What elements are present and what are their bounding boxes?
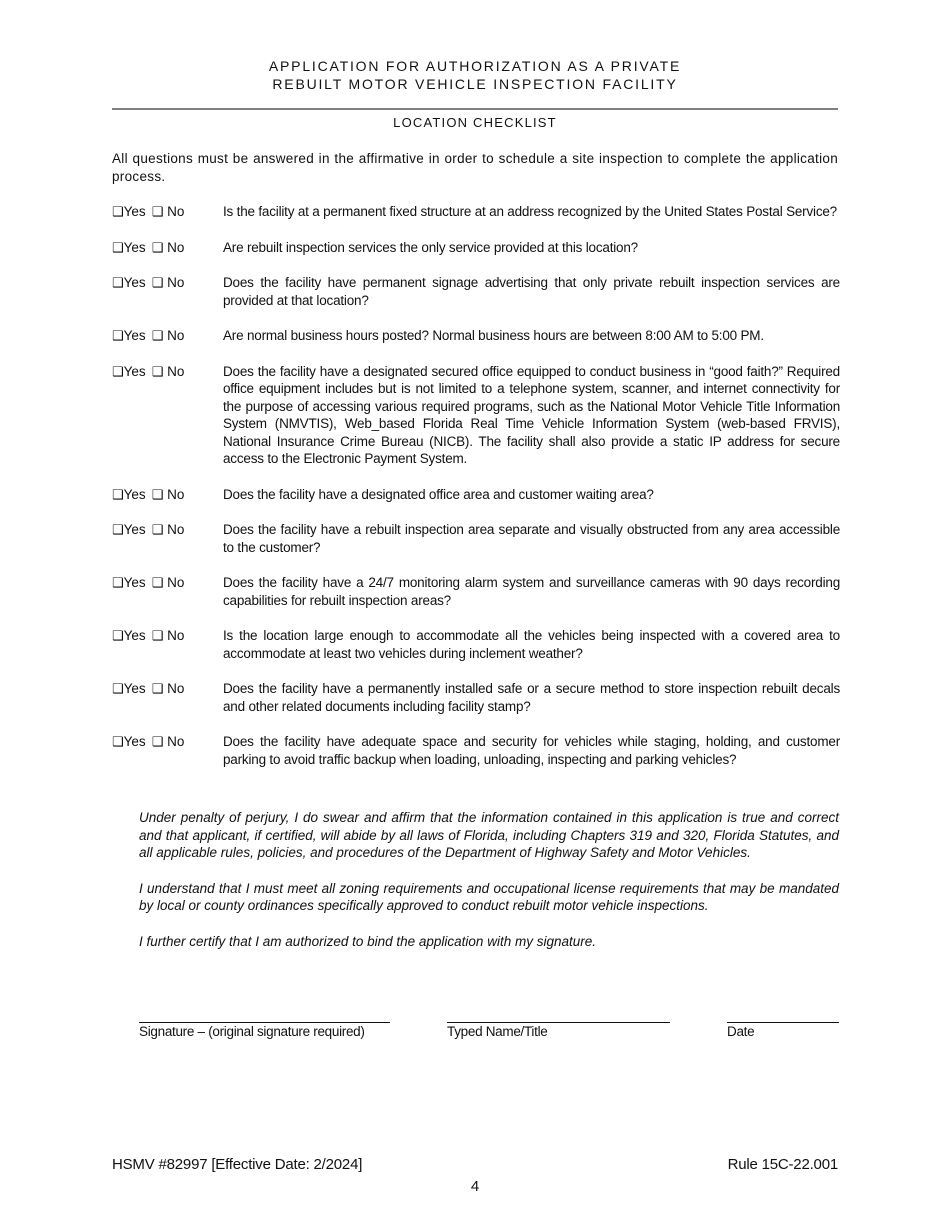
signature-label: Signature – (original signature required) <box>139 1024 365 1039</box>
declaration-authority: I further certify that I am authorized to bind the application with my signature. <box>139 933 596 949</box>
typed-name-line[interactable] <box>447 1022 670 1023</box>
section-title: LOCATION CHECKLIST <box>393 115 557 130</box>
declaration-zoning: I understand that I must meet all zoning requirements and occupational license requirements that may be mandated by local or county ordinances specifically approved to conduct rebuilt motor vehicle inspections. <box>139 880 839 913</box>
checkbox-icon[interactable]: ❑ <box>151 681 164 696</box>
question-row <box>112 486 840 504</box>
yes-label: Yes <box>123 522 146 537</box>
question-row <box>112 239 840 257</box>
no-label: No <box>167 275 185 290</box>
title-line-2: REBUILT MOTOR VEHICLE INSPECTION FACILITY <box>272 76 678 92</box>
yes-option[interactable] <box>112 240 146 255</box>
no-label: No <box>167 681 185 696</box>
checkbox-icon[interactable]: ❑ <box>112 734 124 749</box>
no-option[interactable] <box>152 628 185 643</box>
question-text: Does the facility have a permanently installed safe or a secure method to store inspection rebuilt decals and other related documents including facility stamp? <box>223 681 840 714</box>
answer-options <box>112 274 223 309</box>
document-title <box>112 57 838 93</box>
answer-options <box>112 327 223 345</box>
yes-option[interactable] <box>112 487 146 502</box>
answer-options <box>112 486 223 504</box>
yes-label: Yes <box>123 734 146 749</box>
yes-label: Yes <box>123 486 146 502</box>
no-label: No <box>167 363 185 379</box>
no-label: No <box>167 239 185 255</box>
question-text: Does the facility have a rebuilt inspection area separate and visually obstructed from any area accessible to the customer? <box>223 522 840 555</box>
no-option[interactable] <box>152 364 185 379</box>
checkbox-icon[interactable]: ❑ <box>151 275 164 290</box>
checkbox-icon[interactable]: ❑ <box>112 628 124 643</box>
question-text: Does the facility have adequate space and security for vehicles while staging, holding, and customer parking to avoid traffic backup when loading, unloading, inspecting and parking vehicles? <box>223 734 840 767</box>
no-option[interactable] <box>152 204 185 219</box>
question-text: Are normal business hours posted? Normal business hours are between 8:00 AM to 5:00 PM. <box>223 328 764 343</box>
question-list <box>112 203 840 786</box>
yes-option[interactable] <box>112 364 146 379</box>
question-row <box>112 733 840 768</box>
checkbox-icon[interactable]: ❑ <box>151 575 164 590</box>
header-divider <box>112 108 838 110</box>
checkbox-icon[interactable]: ❑ <box>112 204 124 219</box>
no-label: No <box>167 734 185 749</box>
yes-option[interactable] <box>112 681 146 696</box>
no-option[interactable] <box>152 487 185 502</box>
no-option[interactable] <box>152 328 185 343</box>
question-row <box>112 203 840 221</box>
yes-label: Yes <box>123 204 146 219</box>
intro-text: All questions must be answered in the affirmative in order to schedule a site inspection to complete the application process. <box>112 151 838 184</box>
title-line-1: APPLICATION FOR AUTHORIZATION AS A PRIVATE <box>268 58 682 74</box>
date-label: Date <box>727 1024 755 1039</box>
question-text: Does the facility have a designated secured office equipped to conduct business in “good faith?” Required office equipment includes but is not limited to a telephone system, scanner, and internet connectivity for the purpose of accessing various required programs, such as the National Motor Vehicle Title Information System (NMVTIS), Web_based Florida Real Time Vehicle Information System (web-based FRVIS), National Insurance Crime Bureau (NICB). The facility shall also provide a static IP address for secure access to the Electronic Payment System. <box>223 363 840 466</box>
checkbox-icon[interactable]: ❑ <box>112 681 124 696</box>
question-row <box>112 521 840 556</box>
question-row <box>112 274 840 309</box>
question-text: Does the facility have a 24/7 monitoring alarm system and surveillance cameras with 90 days recording capabilities for rebuilt inspection areas? <box>223 575 840 608</box>
checkbox-icon[interactable]: ❑ <box>151 328 164 343</box>
answer-options <box>112 239 223 257</box>
yes-label: Yes <box>123 628 146 643</box>
checkbox-icon[interactable]: ❑ <box>151 734 164 749</box>
yes-label: Yes <box>123 575 146 590</box>
no-label: No <box>167 204 185 219</box>
no-label: No <box>167 522 185 537</box>
yes-option[interactable] <box>112 734 146 749</box>
no-label: No <box>167 628 185 643</box>
answer-options <box>112 680 223 715</box>
checkbox-icon[interactable]: ❑ <box>112 275 124 290</box>
checkbox-icon[interactable]: ❑ <box>151 204 164 219</box>
checkbox-icon[interactable]: ❑ <box>151 486 164 502</box>
yes-label: Yes <box>123 363 146 379</box>
answer-options <box>112 627 223 662</box>
checkbox-icon[interactable]: ❑ <box>112 328 124 343</box>
answer-options <box>112 363 223 468</box>
date-line[interactable] <box>727 1022 839 1023</box>
checkbox-icon[interactable]: ❑ <box>151 239 164 255</box>
yes-option[interactable] <box>112 575 146 590</box>
typed-name-label: Typed Name/Title <box>447 1024 548 1039</box>
question-row <box>112 574 840 609</box>
declaration-perjury: Under penalty of perjury, I do swear and affirm that the information contained in this application is true and correct and that applicant, if certified, will abide by all laws of Florida, including Chapters 319 and 320, Florida Statutes, and all applicable rules, policies, and procedures of the Department of Highway Safety and Motor Vehicles. <box>139 810 839 860</box>
checkbox-icon[interactable]: ❑ <box>112 239 124 255</box>
answer-options <box>112 203 223 221</box>
no-option[interactable] <box>152 681 185 696</box>
answer-options <box>112 521 223 556</box>
yes-option[interactable] <box>112 204 146 219</box>
yes-option[interactable] <box>112 522 146 537</box>
question-row <box>112 363 840 468</box>
rule-number: Rule 15C-22.001 <box>727 1156 838 1173</box>
no-option[interactable] <box>152 575 185 590</box>
question-row <box>112 627 840 662</box>
no-label: No <box>167 328 185 343</box>
checkbox-icon[interactable]: ❑ <box>112 575 124 590</box>
yes-label: Yes <box>123 328 146 343</box>
checkbox-icon[interactable]: ❑ <box>151 522 164 537</box>
answer-options <box>112 574 223 609</box>
yes-label: Yes <box>123 681 146 696</box>
no-option[interactable] <box>152 240 185 255</box>
question-row <box>112 327 840 345</box>
answer-options <box>112 733 223 768</box>
question-text: Are rebuilt inspection services the only service provided at this location? <box>223 239 638 255</box>
no-option[interactable] <box>152 734 185 749</box>
page-number: 4 <box>470 1178 480 1195</box>
question-text: Does the facility have permanent signage advertising that only private rebuilt inspection services are provided at that location? <box>223 275 840 308</box>
checkbox-icon[interactable]: ❑ <box>151 628 164 643</box>
yes-label: Yes <box>123 239 146 255</box>
checkbox-icon[interactable]: ❑ <box>112 363 124 379</box>
checkbox-icon[interactable]: ❑ <box>112 522 124 537</box>
declaration <box>139 809 839 968</box>
no-label: No <box>167 486 185 502</box>
yes-label: Yes <box>123 275 146 290</box>
no-option[interactable] <box>152 275 185 290</box>
question-text: Does the facility have a designated office area and customer waiting area? <box>223 486 654 502</box>
yes-option[interactable] <box>112 628 146 643</box>
checkbox-icon[interactable]: ❑ <box>112 486 124 502</box>
yes-option[interactable] <box>112 328 146 343</box>
question-text: Is the location large enough to accommodate all the vehicles being inspected with a covered area to accommodate at least two vehicles during inclement weather? <box>223 628 840 661</box>
signature-line[interactable] <box>139 1022 390 1023</box>
no-label: No <box>167 575 185 590</box>
yes-option[interactable] <box>112 275 146 290</box>
question-row <box>112 680 840 715</box>
question-text: Is the facility at a permanent fixed structure at an address recognized by the United States Postal Service? <box>223 204 837 219</box>
checkbox-icon[interactable]: ❑ <box>151 363 164 379</box>
form-id: HSMV #82997 [Effective Date: 2/2024] <box>112 1156 363 1173</box>
no-option[interactable] <box>152 522 185 537</box>
